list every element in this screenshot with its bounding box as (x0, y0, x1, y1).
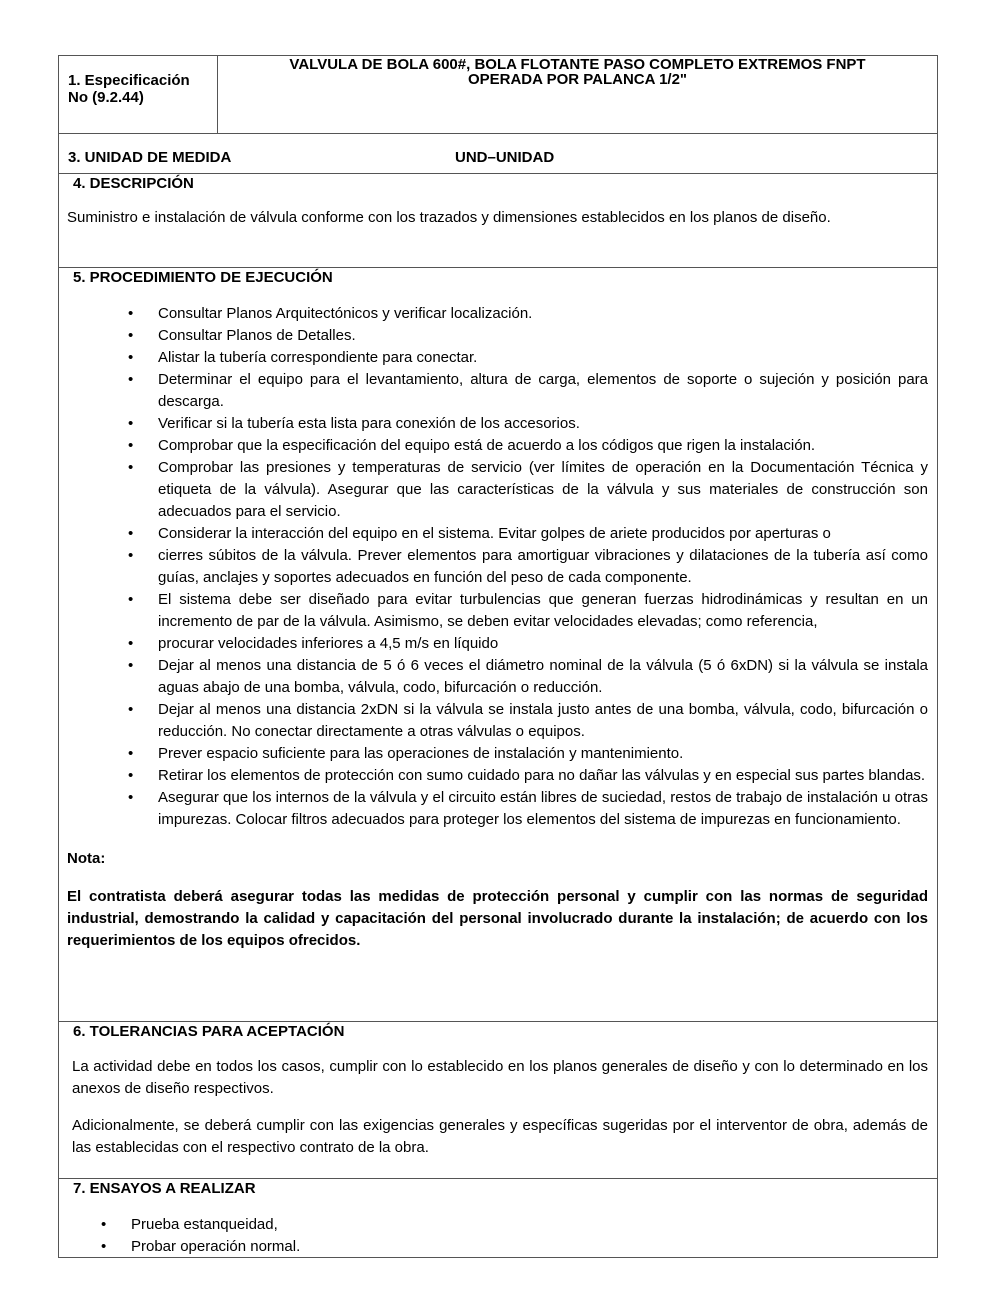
list-item: • Consultar Planos Arquitectónicos y verificar localización. (59, 303, 937, 325)
tolerancias-para1: La actividad debe en todos los casos, cumplir con lo establecido en los planos generales de diseño y con lo determinado en los anexos de diseño respectivos. (72, 1058, 928, 1097)
list-item: • Determinar el equipo para el levantamiento, altura de carga, elementos de soporte o sujeción y posición para descarga. (59, 369, 937, 413)
spec-number-cell (59, 56, 218, 133)
unidad-row (58, 133, 938, 173)
descripcion-section (58, 173, 938, 267)
list-item: • El sistema debe ser diseñado para evitar turbulencias que generan fuerzas hidrodinámicas y resultan en un incremento de par de la válvula. Asimismo, se deben evitar velocidades elevadas; como referencia, (59, 589, 937, 633)
procedimiento-list (59, 303, 937, 831)
list-item: • Dejar al menos una distancia de 5 ó 6 veces el diámetro nominal de la válvula (5 ó 6xDN) si la válvula se instala aguas abajo de una bomba, válvula, codo, bifurcación o reducción. (59, 655, 937, 699)
list-item: • Verificar si la tubería esta lista para conexión de los accesorios. (59, 413, 937, 435)
procedimiento-section (58, 267, 938, 1021)
spec-header-row (58, 55, 938, 133)
list-item: • Prever espacio suficiente para las operaciones de instalación y mantenimiento. (59, 743, 937, 765)
descripcion-title: 4. DESCRIPCIÓN (73, 175, 194, 192)
list-item: • procurar velocidades inferiores a 4,5 m/s en líquido (59, 633, 937, 655)
spec-sheet (58, 55, 938, 1258)
spec-title-cell (218, 56, 937, 133)
unidad-value: UND–UNIDAD (455, 149, 555, 166)
tolerancias-section (58, 1021, 938, 1178)
nota-label: Nota: (67, 850, 106, 867)
list-item: • Comprobar que la especificación del equipo está de acuerdo a los códigos que rigen la instalación. (59, 435, 937, 457)
spec-label-line1: 1. Especificación (68, 72, 190, 89)
list-item: • Considerar la interacción del equipo en el sistema. Evitar golpes de ariete producidos por aperturas o (59, 523, 937, 545)
descripcion-text: Suministro e instalación de válvula conforme con los trazados y dimensiones establecidos en los planos de diseño. (67, 209, 831, 226)
tolerancias-para2: Adicionalmente, se deberá cumplir con las exigencias generales y específicas sugeridas por el interventor de obra, además de las establecidas con el respectivo contrato de la obra. (72, 1117, 928, 1156)
ensayos-section (58, 1178, 938, 1258)
unidad-label: 3. UNIDAD DE MEDIDA (68, 149, 232, 166)
list-item: • Dejar al menos una distancia 2xDN si la válvula se instala justo antes de una bomba, válvula, codo, bifurcación o reducción. No conectar directamente a otras válvulas o equipos. (59, 699, 937, 743)
list-item: • Alistar la tubería correspondiente para conectar. (59, 347, 937, 369)
spec-title-line1: VALVULA DE BOLA 600#, BOLA FLOTANTE PASO COMPLETO EXTREMOS FNPT (289, 56, 866, 73)
nota-text: El contratista deberá asegurar todas las medidas de protección personal y cumplir con las normas de seguridad industrial, demostrando la calidad y capacitación del personal involucrado durante la instalación; de acuerdo con los requerimientos de los equipos ofrecidos. (67, 888, 928, 949)
list-item: • Retirar los elementos de protección con sumo cuidado para no dañar las válvulas y en especial sus partes blandas. (59, 765, 937, 787)
spec-title-line2: OPERADA POR PALANCA 1/2" (467, 71, 688, 88)
ensayos-title: 7. ENSAYOS A REALIZAR (73, 1180, 256, 1197)
list-item: • Consultar Planos de Detalles. (59, 325, 937, 347)
list-item: • Asegurar que los internos de la válvula y el circuito están libres de suciedad, restos de trabajo de instalación u otras impurezas. Colocar filtros adecuados para proteger los elementos del sistema de impurezas en funcionamiento. (59, 787, 937, 831)
list-item: • cierres súbitos de la válvula. Prever elementos para amortiguar vibraciones y dilataciones de la tubería así como guías, anclajes y soportes adecuados en función del peso de cada componente. (59, 545, 937, 589)
tolerancias-title: 6. TOLERANCIAS PARA ACEPTACIÓN (73, 1023, 345, 1040)
procedimiento-title: 5. PROCEDIMIENTO DE EJECUCIÓN (73, 269, 333, 286)
ensayos-list (59, 1214, 937, 1258)
spec-label-line2: No (9.2.44) (68, 89, 144, 106)
list-item: • Probar operación normal. (59, 1236, 937, 1258)
list-item: • Prueba estanqueidad, (59, 1214, 937, 1236)
list-item: • Comprobar las presiones y temperaturas de servicio (ver límites de operación en la Documentación Técnica y etiqueta de la válvula). Asegurar que las características de la válvula y sus materiales de construcción son adecuados para el servicio. (59, 457, 937, 523)
